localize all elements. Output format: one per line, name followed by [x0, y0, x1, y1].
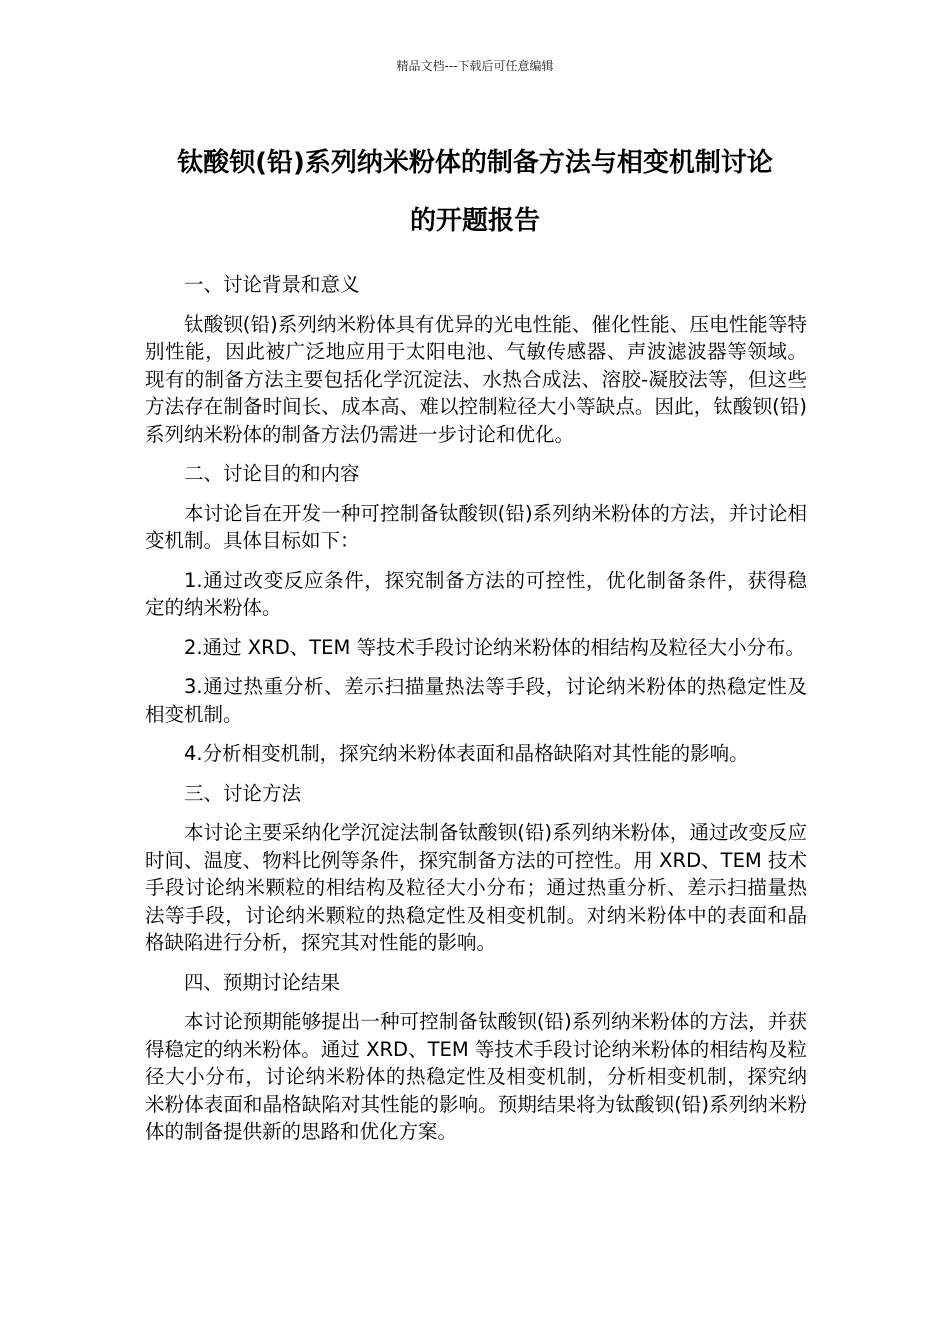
section-paragraph: 本讨论主要采纳化学沉淀法制备钛酸钡(铅)系列纳米粉体，通过改变反应时间、温度、物料比例等条件，探究制备方法的可控性。用 XRD、TEM 技术手段讨论纳米颗粒的相结构及粒径大小分布；通过热重分析、差示扫描量热法等手段，讨论纳米颗粒的热稳定性及相变机制。对纳米粉体中的表面和晶格缺陷进行分析，探究其对性能的影响。 [145, 821, 807, 954]
page-header-note: 精品文档---下载后可任意编辑 [396, 59, 554, 73]
objective-item-1: 1.通过改变反应条件，探究制备方法的可控性，优化制备条件，获得稳定的纳米粉体。 [145, 568, 807, 619]
section-paragraph: 本讨论预期能够提出一种可控制备钛酸钡(铅)系列纳米粉体的方法，并获得稳定的纳米粉体。通过 XRD、TEM 等技术手段讨论纳米粉体的相结构及粒径大小分布，讨论纳米粉体的热稳定性及相变机制，分析相变机制，探究纳米粉体表面和晶格缺陷对其性能的影响。预期结果将为钛酸钡(铅)系列纳米粉体的制备提供新的思路和优化方案。 [145, 1010, 807, 1143]
section-heading-background: 一、讨论背景和意义 [184, 273, 360, 296]
objective-item-4: 4.分析相变机制，探究纳米粉体表面和晶格缺陷对其性能的影响。 [184, 742, 749, 765]
section-paragraph: 本讨论旨在开发一种可控制备钛酸钡(铅)系列纳米粉体的方法，并讨论相变机制。具体目标如下： [145, 501, 807, 552]
section-paragraph: 钛酸钡(铅)系列纳米粉体具有优异的光电性能、催化性能、压电性能等特别性能，因此被广泛地应用于太阳电池、气敏传感器、声波滤波器等领域。现有的制备方法主要包括化学沉淀法、水热合成法、溶胶-凝胶法等，但这些方法存在制备时间长、成本高、难以控制粒径大小等缺点。因此，钛酸钡(铅)系列纳米粉体的制备方法仍需进一步讨论和优化。 [145, 312, 807, 446]
document-title [143, 134, 807, 250]
document-title-line-2: 的开题报告 [409, 206, 540, 236]
section-heading-objectives: 二、讨论目的和内容 [184, 462, 360, 485]
section-heading-methods: 三、讨论方法 [184, 781, 302, 805]
section-heading-expected-results: 四、预期讨论结果 [184, 970, 341, 994]
objective-item-3: 3.通过热重分析、差示扫描量热法等手段，讨论纳米粉体的热稳定性及相变机制。 [145, 675, 807, 726]
objective-item-2: 2.通过 XRD、TEM 等技术手段讨论纳米粉体的相结构及粒径大小分布。 [184, 635, 805, 659]
document-body [145, 271, 807, 1146]
document-title-line-1: 钛酸钡(铅)系列纳米粉体的制备方法与相变机制讨论 [177, 148, 773, 178]
